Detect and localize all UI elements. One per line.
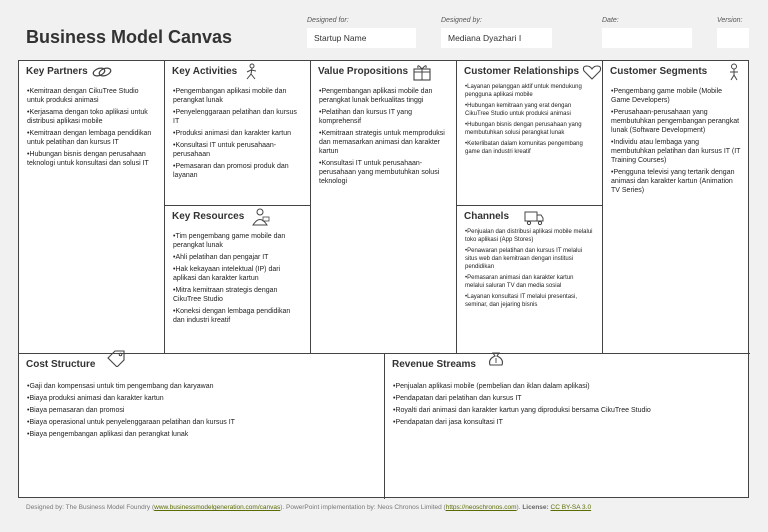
channels-item: •Layanan konsultasi IT melalui presentasi, seminar, dan jejaring bisnis: [465, 294, 578, 308]
value-propositions-item: •Pengembangan aplikasi mobile dan perangkat lunak berkualitas tinggi: [319, 88, 433, 104]
price-tag-icon: [105, 349, 127, 367]
revenue-streams-item: •Pendapatan dari pelatihan dan kursus IT: [393, 395, 522, 402]
running-figure-icon: [241, 63, 263, 81]
key-activities-title: Key Activities: [172, 66, 238, 77]
key-partners-item: •Kemitraan dengan lembaga pendidikan untuk pelatihan dan kursus IT: [27, 130, 152, 146]
key-activities-item: •Konsultasi IT untuk perusahaan-perusahaan: [173, 142, 277, 158]
customer-relationships-title: Customer Relationships: [464, 66, 580, 77]
revenue-streams-title: Revenue Streams: [392, 359, 476, 370]
revenue-streams-item: •Penjualan aplikasi mobile (pembelian dan iklan dalam aplikasi): [393, 383, 590, 390]
version-field[interactable]: [717, 28, 749, 48]
customer-relationships-item: •Hubungan kemitraan yang erat dengan CikuTree Studio untuk produksi animasi: [465, 103, 572, 117]
version-label: Version:: [717, 17, 743, 24]
customer-relationships-item: •Hubungan bisnis dengan perusahaan yang membutuhkan solusi perangkat lunak: [465, 122, 582, 136]
key-activities-item: •Produksi animasi dan karakter kartun: [173, 130, 292, 137]
heart-icon: [581, 63, 603, 81]
designed-by-label: Designed by:: [441, 17, 482, 24]
page-title: Business Model Canvas: [26, 27, 233, 47]
key-resources-item: •Mitra kemitraan strategis dengan CikuTree Studio: [173, 287, 278, 303]
chain-link-icon: [91, 63, 113, 81]
revenue-streams-item: •Pendapatan dari jasa konsultasi IT: [393, 419, 503, 426]
key-partners-item: •Kemitraan dengan CikuTree Studio untuk produksi animasi: [27, 88, 139, 104]
customer-segments-item: •Perusahaan-perusahaan yang membutuhkan pengembangan perangkat lunak (Software Development): [611, 109, 740, 134]
date-label: Date:: [602, 17, 619, 24]
channels-item: •Penjualan dan distribusi aplikasi mobile melalui toko aplikasi (App Stores): [465, 229, 593, 243]
customer-relationships-item: •Layanan pelanggan aktif untuk mendukung pengguna aplikasi mobile: [465, 84, 582, 98]
channels-title: Channels: [464, 211, 510, 222]
delivery-truck-icon: [523, 208, 545, 226]
money-bag-icon: [485, 349, 507, 367]
revenue-streams-block: [385, 354, 750, 499]
footer-suffix: ).: [516, 504, 523, 511]
key-partners-item: •Kerjasama dengan toko aplikasi untuk distribusi aplikasi mobile: [27, 109, 148, 125]
key-partners-block: [19, 61, 165, 354]
value-propositions-item: •Pelatihan dan kursus IT yang komprehensif: [319, 109, 412, 125]
footer-middle: ). PowerPoint implementation by: Neos Chronos Limited (: [280, 504, 446, 511]
cost-structure-item: •Biaya operasional untuk penyelenggaraan pelatihan dan kursus IT: [27, 419, 235, 426]
designed-by-field[interactable]: Mediana Dyazhari I: [441, 28, 552, 48]
cost-structure-item: •Biaya produksi animasi dan karakter kartun: [27, 395, 164, 402]
key-resources-item: •Ahli pelatihan dan pengajar IT: [173, 254, 269, 261]
business-model-canvas: [18, 60, 749, 498]
neos-chronos-link[interactable]: https://neoschronos.com: [445, 504, 517, 511]
key-resources-block: [165, 206, 311, 354]
value-propositions-item: •Kemitraan strategis untuk memproduksi dan memasarkan animasi dan karakter kartun: [319, 130, 445, 155]
designed-for-label: Designed for:: [307, 17, 349, 24]
gift-box-icon: [411, 63, 433, 81]
value-propositions-title: Value Propositions: [318, 66, 409, 77]
date-field[interactable]: [602, 28, 692, 48]
worker-icon: [249, 208, 271, 226]
value-propositions-block: [311, 61, 457, 354]
license-label: License:: [522, 504, 551, 511]
footer-credits: [26, 504, 591, 511]
key-partners-item: •Hubungan bisnis dengan perusahaan teknologi untuk konsultasi dan solusi IT: [27, 151, 149, 167]
customer-segments-block: [603, 61, 750, 354]
person-icon: [723, 63, 745, 81]
channels-item: •Pemasaran animasi dan karakter kartun melalui saluran TV dan media sosial: [465, 275, 574, 289]
key-activities-block: [165, 61, 311, 206]
key-activities-item: •Pemasaran dan promosi produk dan layanan: [173, 163, 289, 179]
key-activities-item: •Pengembangan aplikasi mobile dan perangkat lunak: [173, 88, 287, 104]
channels-block: [457, 206, 603, 354]
key-resources-item: •Koneksi dengan lembaga pendidikan dan industri kreatif: [173, 308, 291, 324]
cost-structure-title: Cost Structure: [26, 359, 96, 370]
designed-for-field[interactable]: Startup Name: [307, 28, 416, 48]
key-resources-item: •Tim pengembang game mobile dan perangkat lunak: [173, 233, 286, 249]
cost-structure-item: •Gaji dan kompensasi untuk tim pengembang dan karyawan: [27, 383, 214, 390]
value-propositions-item: •Konsultasi IT untuk perusahaan-perusahaan yang membutuhkan solusi teknologi: [319, 160, 440, 185]
cost-structure-item: •Biaya pemasaran dan promosi: [27, 407, 125, 414]
business-model-foundry-link[interactable]: www.businessmodelgeneration.com/canvas: [154, 504, 281, 511]
customer-segments-item: •Pengguna televisi yang tertarik dengan animasi dan karakter kartun (Animation TV Series): [611, 169, 735, 194]
cost-structure-block: [19, 354, 385, 499]
revenue-streams-item: •Royalti dari animasi dan karakter kartun yang diproduksi bersama CikuTree Studio: [393, 407, 651, 414]
footer-prefix: Designed by: The Business Model Foundry (: [26, 504, 155, 511]
customer-segments-title: Customer Segments: [610, 66, 708, 77]
key-resources-title: Key Resources: [172, 211, 245, 222]
channels-item: •Penawaran pelatihan dan kursus IT melalui situs web dan kemitraan dengan institusi pendidikan: [465, 248, 583, 270]
customer-segments-item: •Individu atau lembaga yang membutuhkan pelatihan dan kursus IT (IT Training Courses): [611, 139, 741, 164]
key-resources-item: •Hak kekayaan intelektual (IP) dari aplikasi dan karakter kartun: [173, 266, 281, 282]
key-activities-item: •Penyelenggaraan pelatihan dan kursus IT: [173, 109, 297, 125]
customer-relationships-item: •Keterlibatan dalam komunitas pengembang game dan industri kreatif: [465, 141, 583, 155]
license-link[interactable]: CC BY-SA 3.0: [550, 504, 592, 511]
key-partners-title: Key Partners: [26, 66, 88, 77]
customer-segments-item: •Pengembang game mobile (Mobile Game Developers): [611, 88, 723, 104]
customer-relationships-block: [457, 61, 603, 206]
cost-structure-item: •Biaya pengembangan aplikasi dan perangkat lunak: [27, 431, 189, 438]
